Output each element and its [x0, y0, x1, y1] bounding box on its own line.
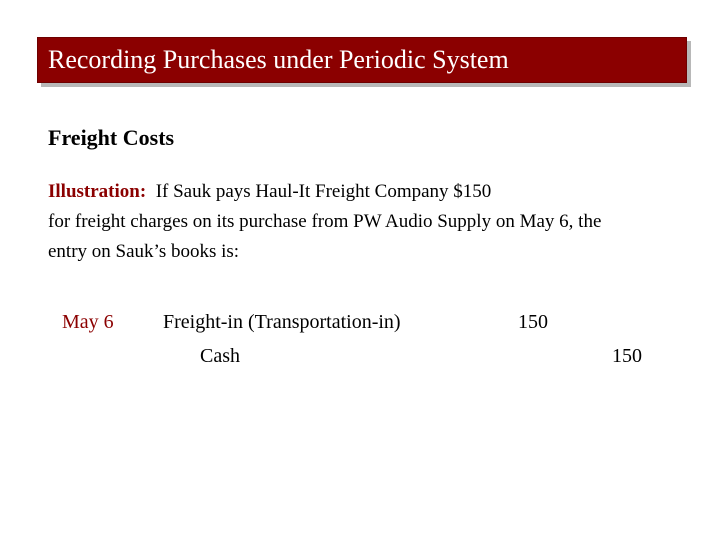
- debit-account: Freight-in (Transportation-in): [163, 311, 401, 333]
- credit-amount: 150: [612, 345, 642, 367]
- illustration-paragraph: [48, 177, 708, 267]
- slide-title: Recording Purchases under Periodic System: [48, 45, 509, 74]
- credit-account: Cash: [200, 345, 240, 367]
- entry-date: May 6: [62, 311, 114, 333]
- illustration-label: Illustration:: [48, 181, 147, 202]
- debit-amount: 150: [518, 311, 548, 333]
- section-heading: Freight Costs: [48, 125, 175, 150]
- illustration-text-1: If Sauk pays Haul-It Freight Company $150: [155, 181, 492, 202]
- illustration-line-1: [48, 177, 708, 207]
- illustration-line-2: for freight charges on its purchase from PW Audio Supply on May 6, the: [48, 211, 602, 232]
- title-banner: [37, 37, 687, 83]
- illustration-line-3: entry on Sauk’s books is:: [48, 241, 240, 262]
